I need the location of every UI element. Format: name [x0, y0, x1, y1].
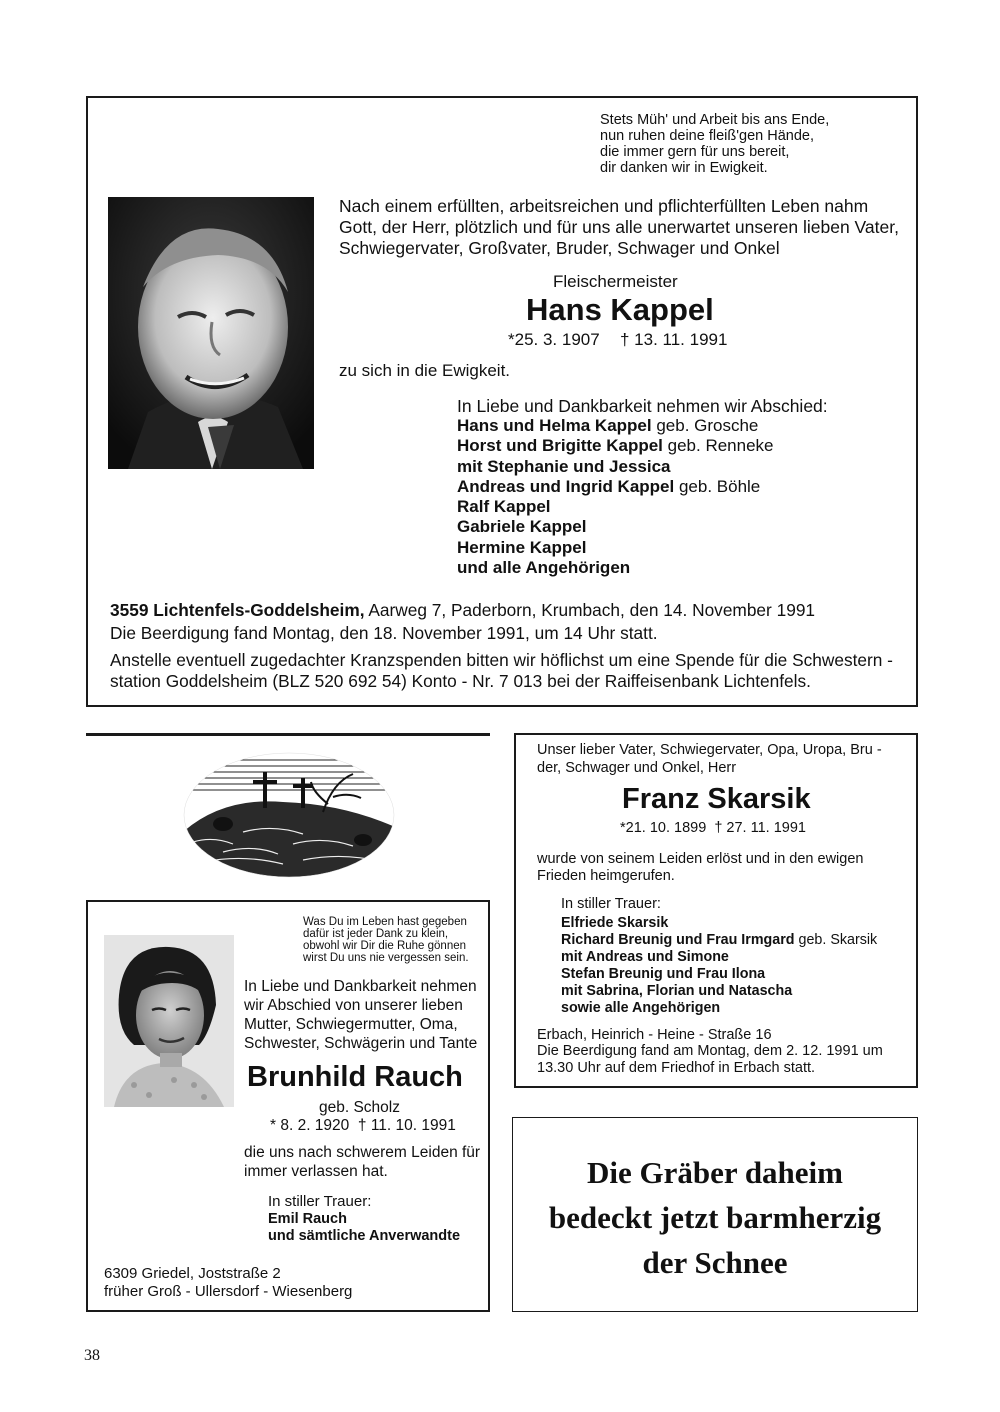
kappel-funeral: Die Beerdigung fand Montag, den 18. November 1991, um 14 Uhr statt. — [110, 623, 658, 643]
mourner-line: mit Sabrina, Florian und Natascha — [561, 983, 793, 999]
poem-box-line: der Schnee — [642, 1245, 788, 1280]
address-line: 6309 Griedel, Joststraße 2 — [104, 1265, 281, 1282]
rauch-poem — [303, 916, 469, 964]
poem-line: nun ruhen deine fleiß'gen Hände, — [600, 128, 814, 144]
skarsik-mourning-label: In stiller Trauer: — [561, 896, 661, 912]
donation-line: station Goddelsheim (BLZ 520 692 54) Konto - Nr. 7 013 bei der Raiffeisenbank Lichtenfels. — [110, 671, 811, 691]
poem-line: dir danken wir in Ewigkeit. — [600, 160, 768, 176]
kappel-birth: *25. 3. 1907 — [508, 330, 600, 349]
intro-line: Nach einem erfüllten, arbeitsreichen und pflichterfüllten Leben nahm — [339, 196, 869, 216]
mourner-line: mit Andreas und Simone — [561, 949, 729, 965]
page-number: 38 — [84, 1347, 100, 1364]
rauch-address — [104, 1265, 352, 1301]
poem-box-line: bedeckt jetzt barmherzig — [548, 1200, 882, 1235]
intro-line: wir Abschied von unserer lieben — [244, 997, 463, 1014]
poem-line: die immer gern für uns bereit, — [600, 144, 790, 160]
kappel-intro — [339, 196, 899, 259]
rauch-maiden: geb. Scholz — [319, 1099, 400, 1116]
kappel-name: Hans Kappel — [526, 292, 714, 327]
poem-box-text — [512, 1150, 918, 1285]
mourner-line: Elfriede Skarsik — [561, 915, 669, 931]
intro-line: Gott, der Herr, plötzlich und für uns alle unerwartet unseren lieben Vater, — [339, 217, 899, 237]
intro-line: Schwester, Schwägerin und Tante — [244, 1035, 478, 1052]
mourner-line: mit Stephanie und Jessica — [457, 456, 671, 476]
rauch-left — [244, 1143, 480, 1181]
left-line: die uns nach schwerem Leiden für — [244, 1144, 481, 1161]
kappel-address — [110, 600, 815, 621]
skarsik-released — [537, 851, 863, 885]
mourner-line: Hermine Kappel — [457, 537, 587, 557]
donation-line: Anstelle eventuell zugedachter Kranzspenden bitten wir höflichst um eine Spende für die Schwestern - — [110, 650, 893, 670]
kappel-poem — [600, 112, 829, 176]
kappel-farewell: In Liebe und Dankbarkeit nehmen wir Abschied: — [457, 396, 828, 416]
skarsik-name: Franz Skarsik — [622, 783, 811, 815]
intro-line: Unser lieber Vater, Schwiegervater, Opa, Uropa, Bru - — [537, 742, 882, 758]
poem-line: obwohl wir Dir die Ruhe gönnen — [303, 940, 467, 952]
rauch-intro — [244, 977, 477, 1053]
divider-rule — [86, 733, 490, 736]
mourner-line: Richard Breunig und Frau Irmgard geb. Skarsik — [561, 932, 878, 948]
mourner-line: sowie alle Angehörigen — [561, 1000, 721, 1016]
poem-box-line: Die Gräber daheim — [586, 1155, 843, 1190]
mourner-line: Gabriele Kappel — [457, 517, 587, 537]
poem-line: Was Du im Leben hast gegeben — [303, 916, 467, 928]
poem-line: dafür ist jeder Dank zu klein, — [303, 928, 449, 940]
intro-line: Mutter, Schwiegermutter, Oma, — [244, 1016, 458, 1033]
funeral-line: 13.30 Uhr auf dem Friedhof in Erbach statt. — [537, 1060, 816, 1076]
mourner-line: Stefan Breunig und Frau Ilona — [561, 966, 766, 982]
poem-line: wirst Du uns nie vergessen sein. — [303, 952, 469, 964]
mourner-line: Horst und Brigitte Kappel geb. Renneke — [457, 436, 774, 456]
address-line: früher Groß - Ullersdorf - Wiesenberg — [104, 1283, 353, 1300]
skarsik-funeral — [537, 1043, 883, 1077]
intro-line: Schwiegervater, Großvater, Bruder, Schwager und Onkel — [339, 238, 780, 258]
mourner-line: und alle Angehörigen — [457, 558, 631, 578]
kappel-donation — [110, 650, 893, 692]
released-line: wurde von seinem Leiden erlöst und in den ewigen — [537, 851, 864, 867]
kappel-mourners — [457, 416, 774, 578]
skarsik-dates: *21. 10. 1899 † 27. 11. 1991 — [620, 820, 806, 836]
rauch-mourning-label: In stiller Trauer: — [268, 1193, 372, 1210]
address-place: 3559 Lichtenfels-Goddelsheim, — [110, 600, 365, 620]
address-rest: Aarweg 7, Paderborn, Krumbach, den 14. November 1991 — [364, 600, 816, 620]
poem-line: Stets Müh' und Arbeit bis ans Ende, — [600, 112, 830, 128]
kappel-death: † 13. 11. 1991 — [620, 330, 728, 349]
mourner-line: Ralf Kappel — [457, 497, 551, 517]
rauch-mourners — [268, 1211, 460, 1245]
funeral-line: Die Beerdigung fand am Montag, dem 2. 12. 1991 um — [537, 1043, 883, 1059]
kappel-eternity: zu sich in die Ewigkeit. — [339, 361, 511, 380]
grave-illustration — [183, 752, 395, 878]
skarsik-address: Erbach, Heinrich - Heine - Straße 16 — [537, 1027, 772, 1043]
mourner-line: und sämtliche Anverwandte — [268, 1228, 461, 1244]
kappel-profession: Fleischermeister — [553, 272, 678, 291]
mourner-line: Andreas und Ingrid Kappel geb. Böhle — [457, 476, 761, 496]
left-line: immer verlassen hat. — [244, 1163, 388, 1180]
released-line: Frieden heimgerufen. — [537, 868, 675, 884]
intro-line: In Liebe und Dankbarkeit nehmen — [244, 978, 477, 995]
intro-line: der, Schwager und Onkel, Herr — [537, 760, 737, 776]
skarsik-intro — [537, 741, 882, 777]
mourner-line: Emil Rauch — [268, 1211, 347, 1227]
skarsik-mourners — [561, 915, 877, 1017]
rauch-name: Brunhild Rauch — [247, 1061, 463, 1093]
portrait-brunhild-rauch — [104, 935, 234, 1107]
mourner-line: Hans und Helma Kappel geb. Grosche — [457, 416, 759, 435]
rauch-dates: * 8. 2. 1920 † 11. 10. 1991 — [270, 1117, 456, 1134]
portrait-hans-kappel — [108, 197, 314, 469]
